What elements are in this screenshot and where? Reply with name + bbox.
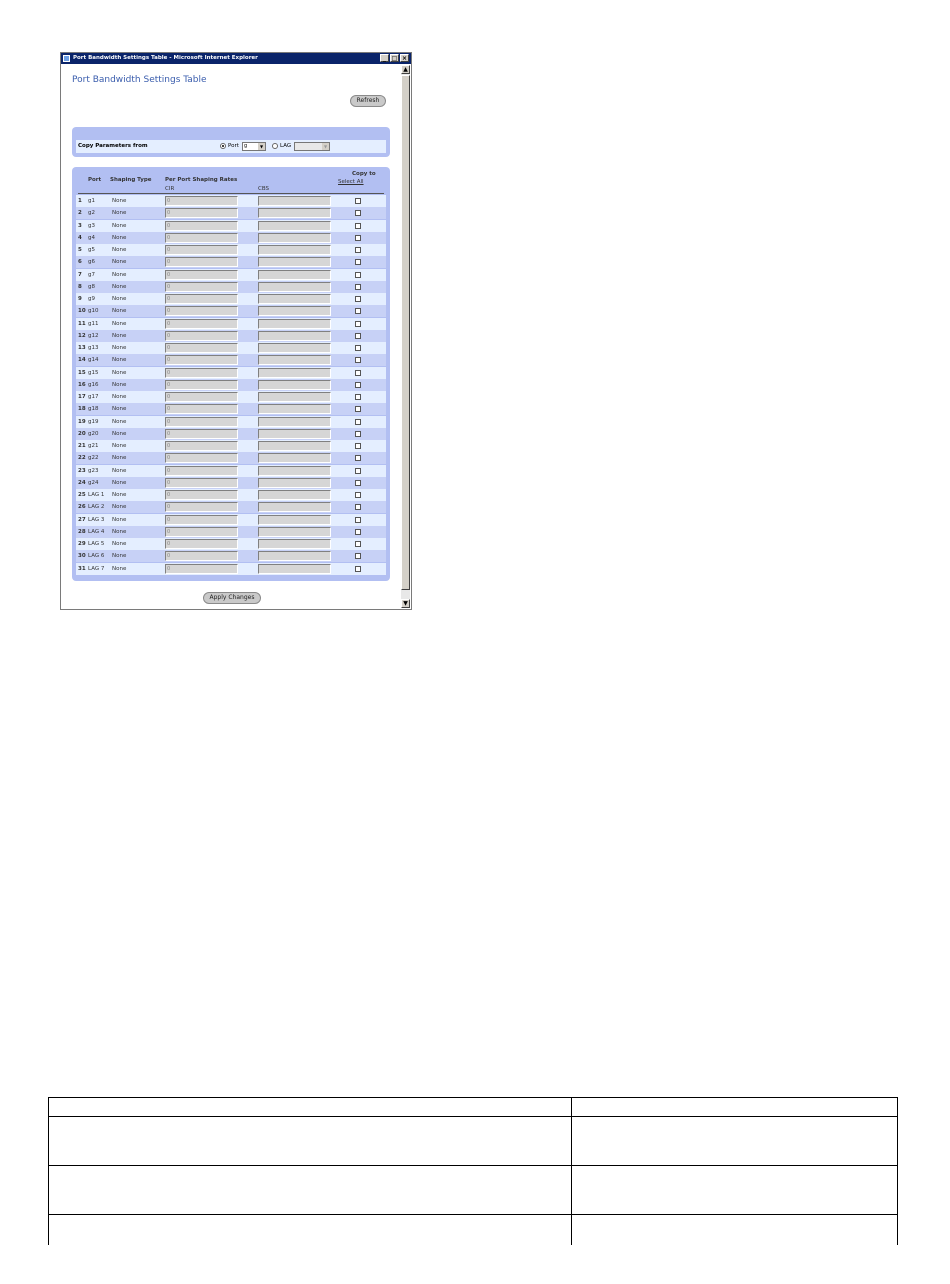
port-number: 19	[78, 418, 86, 425]
copy-to-checkbox[interactable]	[355, 553, 361, 559]
table-cell	[49, 1098, 572, 1117]
table-row	[76, 452, 386, 464]
cir-input[interactable]: 0	[165, 404, 238, 414]
table-row	[76, 440, 386, 452]
port-number: 2	[78, 210, 82, 217]
cbs-input[interactable]	[258, 331, 331, 341]
table-row	[76, 256, 386, 268]
port-number: 9	[78, 296, 82, 302]
table-row	[76, 244, 386, 256]
cbs-input[interactable]	[258, 429, 331, 439]
cir-input[interactable]: 0	[165, 502, 238, 512]
table-row	[76, 195, 386, 207]
cir-input[interactable]: 0	[165, 245, 238, 255]
shaping-type: None	[112, 479, 127, 486]
port-number: 28	[78, 528, 86, 535]
table-row	[76, 526, 386, 538]
table-row	[76, 305, 386, 317]
shaping-type: None	[112, 406, 127, 413]
shaping-type: None	[112, 553, 127, 560]
cir-input[interactable]: 0	[165, 441, 238, 451]
table-row	[76, 550, 386, 562]
copy-to-checkbox[interactable]	[355, 406, 361, 412]
cbs-input[interactable]	[258, 355, 331, 365]
shaping-rates-header: Per Port Shaping Rates	[165, 177, 238, 183]
select-all-link[interactable]: Select All	[338, 179, 364, 185]
port-name: g1	[88, 198, 95, 204]
table-row	[76, 489, 386, 501]
port-number: 10	[78, 308, 86, 315]
shaping-type: None	[112, 492, 127, 498]
port-number: 25	[78, 492, 86, 498]
table-row	[76, 281, 386, 293]
copy-to-checkbox[interactable]	[355, 284, 361, 290]
copy-to-checkbox[interactable]	[355, 345, 361, 351]
shaping-type: None	[112, 528, 127, 535]
table-cell	[49, 1166, 572, 1215]
cir-input[interactable]: 0	[165, 294, 238, 304]
cir-input[interactable]: 0	[165, 478, 238, 488]
table-row	[76, 318, 386, 330]
cbs-input[interactable]	[258, 319, 331, 329]
table-row	[76, 232, 386, 244]
copy-to-checkbox[interactable]	[355, 419, 361, 425]
port-name: LAG 6	[88, 553, 105, 560]
table-row	[76, 465, 386, 477]
shaping-type: None	[112, 467, 127, 474]
cbs-input[interactable]	[258, 245, 331, 255]
shaping-type: None	[112, 516, 127, 523]
shaping-type: None	[112, 259, 127, 266]
port-name: g4	[88, 234, 95, 241]
cir-input[interactable]: 0	[165, 208, 238, 218]
close-button[interactable]: ×	[401, 55, 408, 62]
table-row	[76, 220, 386, 232]
port-name: g7	[88, 271, 95, 278]
port-name: LAG 1	[88, 492, 105, 498]
cbs-input[interactable]	[258, 490, 331, 500]
table-row	[76, 477, 386, 489]
copy-to-checkbox[interactable]	[355, 333, 361, 339]
port-name: LAG 5	[88, 541, 105, 547]
port-name: g6	[88, 259, 95, 266]
cbs-input[interactable]	[258, 502, 331, 512]
shaping-type: None	[112, 369, 127, 376]
port-select-value: g	[244, 143, 248, 149]
cir-input[interactable]: 0	[165, 196, 238, 206]
port-number: 22	[78, 455, 86, 462]
port-name: LAG 4	[88, 528, 105, 535]
port-number: 24	[78, 479, 86, 486]
cbs-input[interactable]	[258, 551, 331, 561]
port-number: 11	[78, 320, 86, 327]
table-row	[76, 403, 386, 415]
copy-to-checkbox[interactable]	[355, 480, 361, 486]
copy-to-checkbox[interactable]	[355, 370, 361, 376]
cir-input[interactable]: 0	[165, 257, 238, 267]
port-number: 4	[78, 234, 82, 241]
cbs-input[interactable]	[258, 306, 331, 316]
port-name: g17	[88, 394, 99, 400]
copy-to-checkbox[interactable]	[355, 566, 361, 572]
port-number: 21	[78, 443, 86, 449]
table-row	[76, 379, 386, 391]
port-name: g22	[88, 455, 99, 462]
port-name: g10	[88, 308, 99, 315]
shaping-type: None	[112, 541, 127, 547]
port-name: g13	[88, 345, 99, 351]
maximize-button[interactable]: □	[391, 55, 398, 62]
cbs-input[interactable]	[258, 208, 331, 218]
cbs-input[interactable]	[258, 527, 331, 537]
cir-input[interactable]: 0	[165, 466, 238, 476]
table-row	[76, 269, 386, 281]
port-number: 8	[78, 283, 82, 290]
lag-radio[interactable]	[272, 143, 278, 149]
shaping-type: None	[112, 430, 127, 437]
port-name: g21	[88, 443, 99, 449]
page-content	[62, 65, 401, 608]
cbs-input[interactable]	[258, 564, 331, 574]
copy-to-checkbox[interactable]	[355, 443, 361, 449]
port-number: 1	[78, 198, 82, 204]
copy-to-checkbox[interactable]	[355, 296, 361, 302]
lag-select[interactable]	[294, 142, 330, 151]
table-row	[76, 354, 386, 366]
shaping-type: None	[112, 345, 127, 351]
port-number: 31	[78, 565, 86, 572]
port-number: 6	[78, 259, 82, 266]
port-number: 23	[78, 467, 86, 474]
port-name: g8	[88, 283, 95, 290]
copy-to-checkbox[interactable]	[355, 210, 361, 216]
cbs-input[interactable]	[258, 380, 331, 390]
cir-input[interactable]: 0	[165, 392, 238, 402]
shaping-type: None	[112, 565, 127, 572]
port-name: g23	[88, 467, 99, 474]
port-number: 30	[78, 553, 86, 560]
window-title: Port Bandwidth Settings Table - Microsoft Internet Explorer	[73, 55, 258, 61]
table-row	[49, 1166, 898, 1215]
cbs-input[interactable]	[258, 221, 331, 231]
table-cell	[49, 1117, 572, 1166]
shaping-type-header: Shaping Type	[110, 177, 152, 183]
table-row	[76, 514, 386, 526]
vertical-scrollbar[interactable]	[401, 65, 410, 608]
port-number: 29	[78, 541, 86, 547]
header-divider	[78, 193, 384, 194]
port-number: 17	[78, 394, 86, 400]
table-row	[49, 1215, 898, 1246]
cir-input[interactable]: 0	[165, 453, 238, 463]
cir-input[interactable]: 0	[165, 490, 238, 500]
table-row	[76, 367, 386, 379]
cbs-input[interactable]	[258, 368, 331, 378]
table-cell	[572, 1117, 898, 1166]
table-row	[49, 1098, 898, 1117]
copy-to-checkbox[interactable]	[355, 529, 361, 535]
copy-to-checkbox[interactable]	[355, 247, 361, 253]
port-name: g2	[88, 210, 95, 217]
port-radio-label: Port	[228, 143, 239, 149]
cir-input[interactable]: 0	[165, 319, 238, 329]
browser-window	[60, 52, 412, 610]
cir-input[interactable]: 0	[165, 551, 238, 561]
cbs-input[interactable]	[258, 196, 331, 206]
cbs-input[interactable]	[258, 466, 331, 476]
page-title: Port Bandwidth Settings Table	[72, 75, 207, 85]
table-row	[76, 391, 386, 403]
table-row	[76, 342, 386, 354]
cir-input[interactable]: 0	[165, 429, 238, 439]
copy-to-checkbox[interactable]	[355, 308, 361, 314]
copy-to-checkbox[interactable]	[355, 272, 361, 278]
shaping-type: None	[112, 308, 127, 315]
scroll-up-icon[interactable]: ▲	[401, 65, 410, 74]
copy-to-checkbox[interactable]	[355, 492, 361, 498]
table-row	[76, 501, 386, 513]
port-name: g16	[88, 381, 99, 388]
port-number: 20	[78, 430, 86, 437]
table-row	[76, 330, 386, 342]
port-name: g12	[88, 332, 99, 339]
shaping-type: None	[112, 418, 127, 425]
table-row	[76, 416, 386, 428]
cbs-input[interactable]	[258, 417, 331, 427]
copy-parameters-row	[76, 140, 386, 153]
scroll-thumb[interactable]	[401, 75, 410, 590]
copy-to-header: Copy to	[352, 171, 376, 177]
port-number: 15	[78, 369, 86, 376]
port-name: g15	[88, 369, 99, 376]
shaping-type: None	[112, 357, 127, 364]
port-name: g9	[88, 296, 95, 302]
cbs-input[interactable]	[258, 404, 331, 414]
lag-radio-label: LAG	[280, 143, 292, 149]
port-number: 13	[78, 345, 86, 351]
cir-header: CIR	[165, 186, 175, 192]
copy-to-checkbox[interactable]	[355, 455, 361, 461]
copy-to-checkbox[interactable]	[355, 198, 361, 204]
copy-to-checkbox[interactable]	[355, 357, 361, 363]
cbs-input[interactable]	[258, 343, 331, 353]
shaping-type: None	[112, 394, 127, 400]
cbs-input[interactable]	[258, 282, 331, 292]
cir-input[interactable]: 0	[165, 355, 238, 365]
copy-to-checkbox[interactable]	[355, 541, 361, 547]
cir-input[interactable]: 0	[165, 527, 238, 537]
copy-parameters-label: Copy Parameters from	[78, 143, 148, 149]
port-name: g11	[88, 320, 99, 327]
shaping-type: None	[112, 210, 127, 217]
table-cell	[572, 1166, 898, 1215]
cbs-input[interactable]	[258, 441, 331, 451]
table-cell	[49, 1215, 572, 1246]
window-titlebar[interactable]	[61, 53, 411, 64]
copy-to-checkbox[interactable]	[355, 517, 361, 523]
cbs-input[interactable]	[258, 270, 331, 280]
cbs-header: CBS	[258, 186, 270, 192]
port-name: g14	[88, 357, 99, 364]
chevron-down-icon: ▼	[259, 144, 264, 149]
cir-input[interactable]: 0	[165, 564, 238, 574]
cbs-input[interactable]	[258, 294, 331, 304]
copy-to-checkbox[interactable]	[355, 504, 361, 510]
port-number: 12	[78, 332, 86, 339]
port-number: 26	[78, 504, 86, 511]
shaping-type: None	[112, 247, 127, 253]
cbs-input[interactable]	[258, 515, 331, 525]
copy-parameters-panel	[72, 127, 390, 157]
port-radio[interactable]	[220, 143, 226, 149]
shaping-type: None	[112, 222, 127, 229]
bandwidth-table-panel	[72, 167, 390, 581]
cbs-input[interactable]	[258, 392, 331, 402]
cir-input[interactable]: 0	[165, 380, 238, 390]
cbs-input[interactable]	[258, 453, 331, 463]
shaping-type: None	[112, 283, 127, 290]
cir-input[interactable]: 0	[165, 343, 238, 353]
port-number: 18	[78, 406, 86, 413]
shaping-type: None	[112, 443, 127, 449]
shaping-type: None	[112, 198, 127, 204]
port-name: LAG 3	[88, 516, 105, 523]
table-row	[49, 1117, 898, 1166]
port-number: 3	[78, 222, 82, 229]
port-select[interactable]	[242, 142, 266, 151]
cbs-input[interactable]	[258, 257, 331, 267]
cir-input[interactable]: 0	[165, 221, 238, 231]
port-number: 27	[78, 516, 86, 523]
shaping-type: None	[112, 271, 127, 278]
cir-input[interactable]: 0	[165, 282, 238, 292]
copy-to-checkbox[interactable]	[355, 394, 361, 400]
cir-input[interactable]: 0	[165, 270, 238, 280]
table-cell	[572, 1098, 898, 1117]
copy-to-checkbox[interactable]	[355, 321, 361, 327]
port-name: g19	[88, 418, 99, 425]
port-name: g24	[88, 479, 99, 486]
minimize-button[interactable]: _	[380, 54, 389, 62]
chevron-down-icon: ▼	[323, 144, 328, 149]
table-row	[76, 428, 386, 440]
cir-input[interactable]: 0	[165, 539, 238, 549]
copy-to-checkbox[interactable]	[355, 235, 361, 241]
cir-input[interactable]: 0	[165, 306, 238, 316]
cbs-input[interactable]	[258, 233, 331, 243]
copy-to-checkbox[interactable]	[355, 259, 361, 265]
port-name: LAG 7	[88, 565, 105, 572]
shaping-type: None	[112, 455, 127, 462]
port-name: g5	[88, 247, 95, 253]
port-number: 7	[78, 271, 82, 278]
shaping-type: None	[112, 332, 127, 339]
shaping-type: None	[112, 296, 127, 302]
port-name: g20	[88, 430, 99, 437]
table-row	[76, 293, 386, 305]
copy-to-checkbox[interactable]	[355, 431, 361, 437]
cir-input[interactable]: 0	[165, 515, 238, 525]
cbs-input[interactable]	[258, 478, 331, 488]
table-row	[76, 538, 386, 550]
cbs-input[interactable]	[258, 539, 331, 549]
scroll-down-icon[interactable]: ▼	[401, 599, 410, 608]
copy-to-checkbox[interactable]	[355, 223, 361, 229]
port-number: 16	[78, 381, 86, 388]
table-row	[76, 207, 386, 219]
cir-input[interactable]: 0	[165, 331, 238, 341]
port-name: g18	[88, 406, 99, 413]
description-table	[48, 1097, 898, 1245]
apply-changes-button[interactable]: Apply Changes	[203, 592, 261, 604]
ie-icon	[63, 55, 70, 62]
refresh-button[interactable]: Refresh	[350, 95, 386, 107]
shaping-type: None	[112, 234, 127, 241]
cir-input[interactable]: 0	[165, 233, 238, 243]
table-cell	[572, 1215, 898, 1246]
port-number: 5	[78, 247, 82, 253]
copy-to-checkbox[interactable]	[355, 468, 361, 474]
shaping-type: None	[112, 320, 127, 327]
port-name: g3	[88, 222, 95, 229]
shaping-type: None	[112, 504, 127, 511]
port-header: Port	[88, 177, 102, 183]
copy-to-checkbox[interactable]	[355, 382, 361, 388]
port-name: LAG 2	[88, 504, 105, 511]
cir-input[interactable]: 0	[165, 417, 238, 427]
table-row	[76, 563, 386, 575]
port-number: 14	[78, 357, 86, 364]
shaping-type: None	[112, 381, 127, 388]
cir-input[interactable]: 0	[165, 368, 238, 378]
